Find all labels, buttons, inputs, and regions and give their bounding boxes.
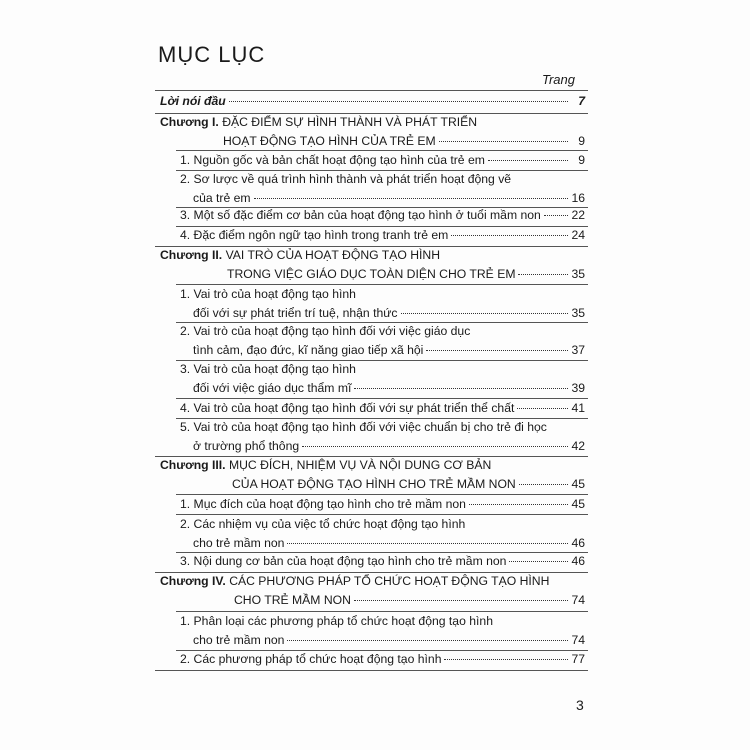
section-title-line2: đối với việc giáo dục thẩm mĩ	[193, 381, 352, 395]
section-page: 35	[571, 306, 585, 320]
section-title: 1. Nguồn gốc và bản chất hoạt động tạo hình của trẻ em	[180, 153, 485, 167]
toc-section	[180, 285, 585, 323]
toc-section	[180, 151, 585, 170]
page-title: MỤC LỤC	[158, 42, 266, 67]
toc-section	[180, 552, 585, 571]
toc-chapter-4	[160, 572, 585, 610]
section-title: 1. Phân loại các phương pháp tổ chức hoạt động tạo hình	[180, 614, 493, 628]
dot-leader	[302, 446, 568, 447]
section-page: 46	[571, 554, 585, 568]
section-page: 77	[571, 652, 585, 666]
chapter-title-line1: MỤC ĐÍCH, NHIỆM VỤ VÀ NỘI DUNG CƠ BẢN	[228, 458, 492, 472]
top-rule	[155, 90, 588, 91]
page-number: 3	[576, 697, 584, 713]
chapter-title-line1: CÁC PHƯƠNG PHÁP TỔ CHỨC HOẠT ĐỘNG TẠO HÌNH	[229, 574, 550, 588]
chapter-label: Chương I.	[160, 115, 219, 129]
section-page: 16	[571, 191, 585, 205]
section-page: 37	[571, 343, 585, 357]
section-page: 45	[571, 497, 585, 511]
dot-leader	[401, 313, 568, 314]
toc-entry-text: Lời nói đầu	[160, 94, 226, 108]
chapter-label: Chương IV.	[160, 574, 226, 588]
toc-section	[180, 612, 585, 650]
toc-section	[180, 515, 585, 553]
chapter-page: 45	[571, 477, 585, 491]
section-page: 9	[578, 153, 585, 167]
toc-chapter-1	[160, 113, 585, 151]
toc-section	[180, 418, 585, 456]
dot-leader	[444, 659, 568, 660]
section-title-line2: của trẻ em	[193, 191, 251, 205]
dot-leader	[488, 160, 568, 161]
chapter-title-line2: CỦA HOẠT ĐỘNG TẠO HÌNH CHO TRẺ MẦM NON	[232, 477, 516, 491]
section-title: 5. Vai trò của hoạt động tạo hình đối với việc chuẩn bị cho trẻ đi học	[180, 420, 547, 434]
section-page: 24	[571, 228, 585, 242]
section-title: 2. Các phương pháp tổ chức hoạt động tạo hình	[180, 652, 442, 666]
section-title-line2: cho trẻ mầm non	[193, 633, 285, 647]
section-title: 3. Một số đặc điểm cơ bản của hoạt động tạo hình ở tuổi mầm non	[180, 208, 541, 222]
toc-section	[180, 206, 585, 225]
section-title: 3. Nội dung cơ bản của hoạt động tạo hình cho trẻ mầm non	[180, 554, 507, 568]
section-page: 74	[571, 633, 585, 647]
toc-section	[180, 360, 585, 398]
chapter-label: Chương III.	[160, 458, 226, 472]
dot-leader	[254, 198, 568, 199]
chapter-title-line1: VAI TRÒ CỦA HOẠT ĐỘNG TẠO HÌNH	[225, 248, 441, 262]
section-title: 3. Vai trò của hoạt động tạo hình	[180, 362, 356, 376]
toc-section	[180, 226, 585, 245]
dot-leader	[519, 484, 568, 485]
toc-section	[180, 650, 585, 669]
section-page: 42	[571, 439, 585, 453]
section-page: 39	[571, 381, 585, 395]
section-title: 1. Mục đích của hoạt động tạo hình cho trẻ mầm non	[180, 497, 466, 511]
chapter-label: Chương II.	[160, 248, 223, 262]
toc-section	[180, 170, 585, 208]
dot-leader	[354, 388, 568, 389]
dot-leader	[518, 274, 568, 275]
page-column-label: Trang	[542, 72, 575, 87]
section-page: 46	[571, 536, 585, 550]
section-page: 41	[571, 401, 585, 415]
dot-leader	[287, 543, 568, 544]
chapter-page: 74	[571, 593, 585, 607]
toc-section	[180, 495, 585, 514]
dot-leader	[287, 640, 568, 641]
dot-leader	[354, 600, 568, 601]
section-title: 2. Vai trò của hoạt động tạo hình đối với việc giáo dục	[180, 324, 471, 338]
dot-leader	[229, 101, 568, 102]
toc-chapter-2	[160, 246, 585, 284]
chapter-title-line2: TRONG VIỆC GIÁO DỤC TOÀN DIỆN CHO TRẺ EM	[227, 267, 516, 281]
section-title-line2: cho trẻ mầm non	[193, 536, 285, 550]
section-title-line2: ở trường phổ thông	[193, 439, 300, 453]
bottom-rule	[155, 670, 588, 671]
chapter-title-line1: ĐẶC ĐIỂM SỰ HÌNH THÀNH VÀ PHÁT TRIỂN	[222, 115, 478, 129]
section-title-line2: tình cảm, đạo đức, kĩ năng giao tiếp xã hội	[193, 343, 424, 357]
section-title-line2: đối với sự phát triển trí tuệ, nhận thức	[193, 306, 398, 320]
chapter-title-line2: CHO TRẺ MẦM NON	[234, 593, 351, 607]
dot-leader	[451, 235, 568, 236]
dot-leader	[544, 215, 568, 216]
chapter-page: 35	[571, 267, 585, 281]
section-title: 1. Vai trò của hoạt động tạo hình	[180, 287, 356, 301]
section-title: 4. Vai trò của hoạt động tạo hình đối với sự phát triển thể chất	[180, 401, 515, 415]
chapter-page: 9	[578, 134, 585, 148]
toc-section	[180, 399, 585, 418]
section-title: 2. Sơ lược về quá trình hình thành và phát triển hoạt động vẽ	[180, 172, 512, 186]
dot-leader	[509, 561, 568, 562]
toc-entry-intro	[160, 92, 585, 111]
dot-leader	[469, 504, 568, 505]
chapter-title-line2: HOẠT ĐỘNG TẠO HÌNH CỦA TRẺ EM	[223, 134, 436, 148]
dot-leader	[439, 141, 568, 142]
toc-section	[180, 322, 585, 360]
dot-leader	[517, 408, 568, 409]
section-title: 4. Đặc điểm ngôn ngữ tạo hình trong tranh trẻ em	[180, 228, 449, 242]
section-title: 2. Các nhiệm vụ của việc tổ chức hoạt động tạo hình	[180, 517, 466, 531]
toc-chapter-3	[160, 456, 585, 494]
section-page: 22	[571, 208, 585, 222]
dot-leader	[426, 350, 568, 351]
toc-entry-page: 7	[578, 94, 585, 108]
